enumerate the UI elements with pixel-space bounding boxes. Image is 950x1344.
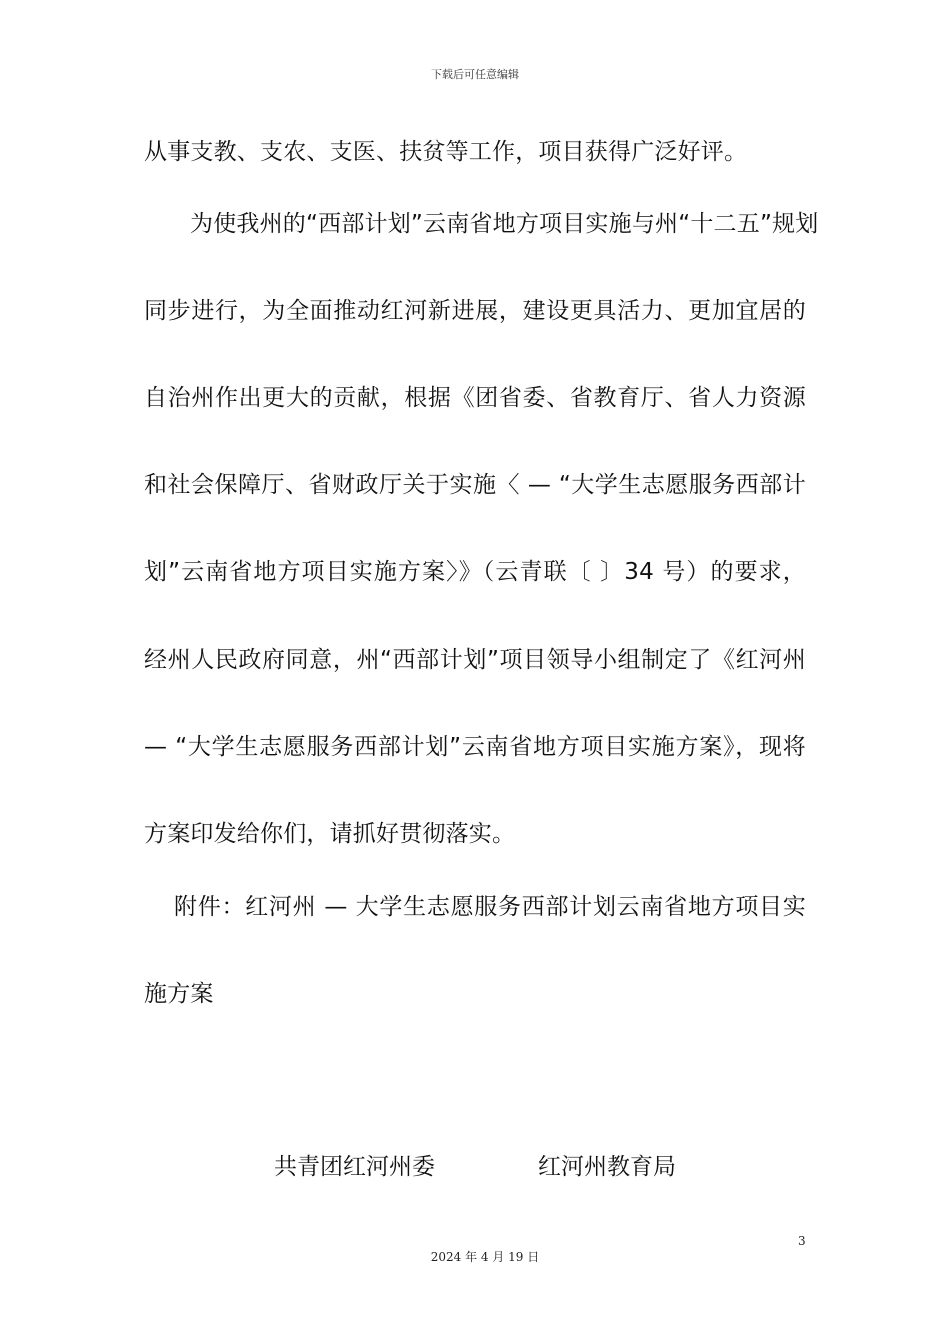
body-line-8: — “大学生志愿服务西部计划”云南省地方项目实施方案》，现将 [144, 734, 806, 760]
header-note: 下载后可任意编辑 [431, 68, 519, 81]
body-line-9: 方案印发给你们，请抓好贯彻落实。 [144, 821, 516, 847]
body-line-4: 自治州作出更大的贡献，根据《团省委、省教育厅、省人力资源 [144, 385, 806, 411]
body-line-5: 和社会保障厅、省财政厅关于实施〈 — “大学生志愿服务西部计 [144, 472, 806, 498]
body-line-2: 为使我州的“西部计划”云南省地方项目实施与州“十二五”规划 [190, 211, 819, 237]
body-line-7: 经州人民政府同意，州“西部计划”项目领导小组制定了《红河州 [144, 647, 806, 673]
signature-right: 红河州教育局 [538, 1154, 676, 1180]
body-line-3: 同步进行，为全面推动红河新进展，建设更具活力、更加宜居的 [144, 298, 806, 324]
attachment-line-2: 施方案 [144, 981, 214, 1007]
footer-date: 2024 年 4 月 19 日 [430, 1250, 540, 1264]
signature-left: 共青团红河州委 [274, 1154, 435, 1180]
attachment-line-1: 附件：红河州 — 大学生志愿服务西部计划云南省地方项目实 [174, 894, 806, 920]
page-number: 3 [798, 1234, 806, 1248]
body-line-6: 划”云南省地方项目实施方案〉》（云青联〔 〕34 号）的要求， [144, 559, 806, 585]
body-line-1: 从事支教、支农、支医、扶贫等工作，项目获得广泛好评。 [144, 139, 748, 165]
